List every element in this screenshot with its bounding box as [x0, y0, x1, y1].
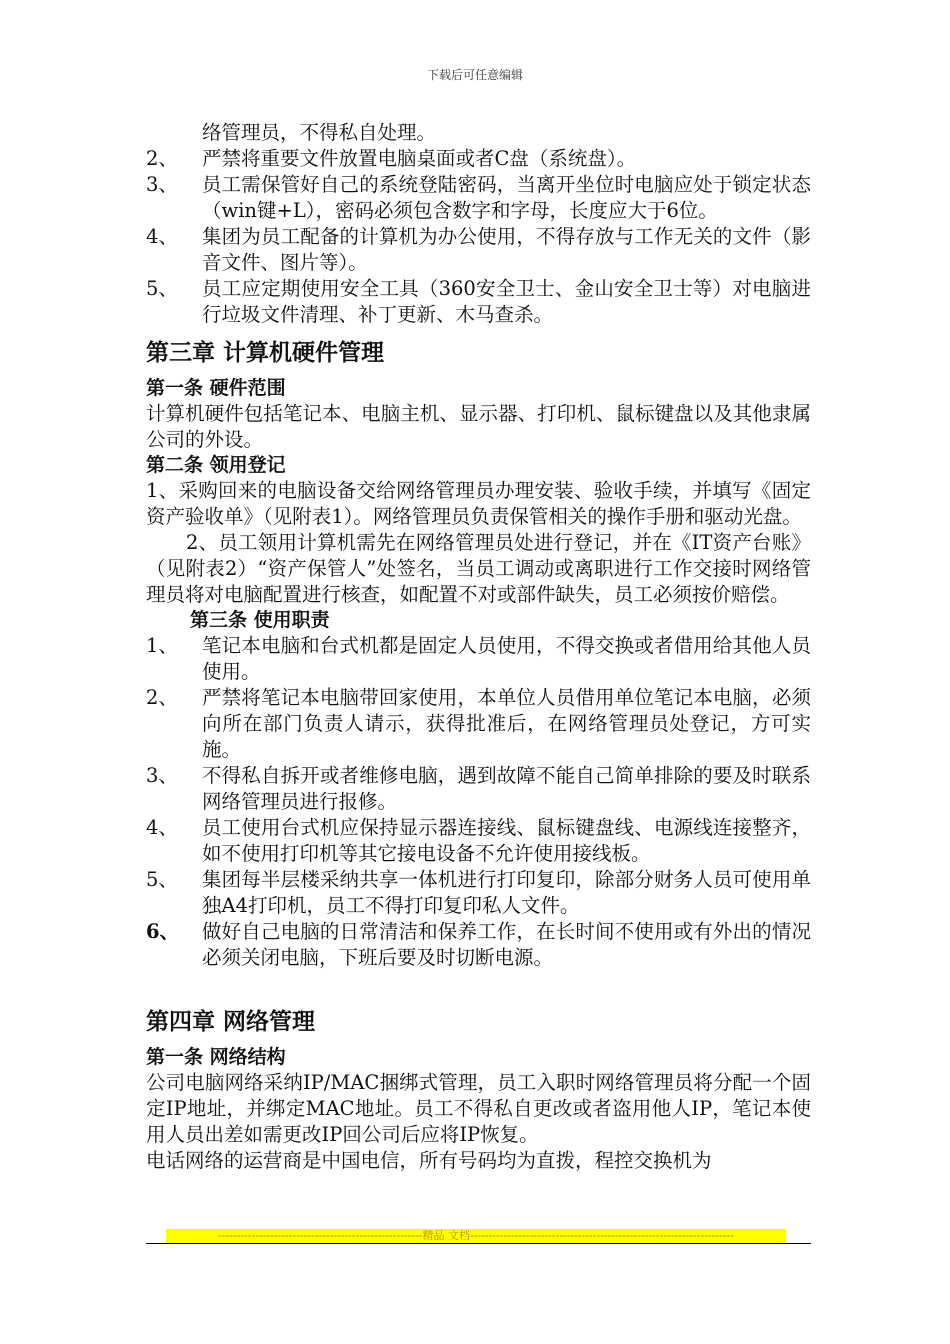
chapter-title: 第三章 计算机硬件管理 [146, 340, 385, 366]
list-item: 5、 员工应定期使用安全工具（360安全卫士、金山安全卫士等）对电脑进行垃圾文件清理、补丁更新、木马查杀。 [146, 277, 811, 326]
header-note: 下载后可任意编辑 [426, 68, 523, 82]
list-item: 6、 做好自己电脑的日常清洁和保养工作，在长时间不使用或有外出的情况必须关闭电脑，下班后要及时切断电源。 [146, 920, 811, 969]
document-body [146, 120, 811, 1174]
article-title: 第一条 硬件范围 [146, 377, 286, 399]
list-item: 2、 严禁将笔记本电脑带回家使用，本单位人员借用单位笔记本电脑，必须向所在部门负责人请示，获得批准后，在网络管理员处登记，方可实施。 [146, 686, 811, 761]
paragraph: 1、采购回来的电脑设备交给网络管理员办理安装、验收手续，并填写《固定资产验收单》（见附表1）。网络管理员负责保管相关的操作手册和驱动光盘。 [146, 479, 811, 528]
article-title: 第一条 网络结构 [146, 1046, 286, 1068]
spacer [146, 971, 811, 997]
list-item: 5、 集团每半层楼采纳共享一体机进行打印复印，除部分财务人员可使用单独A4打印机，员工不得打印复印私人文件。 [146, 868, 811, 917]
article-title: 第三条 使用职责 [190, 609, 330, 631]
list-item: 4、 集团为员工配备的计算机为办公使用，不得存放与工作无关的文件（影音文件、图片等）。 [146, 225, 811, 274]
paragraph: 2、员工领用计算机需先在网络管理员处进行登记，并在《IT资产台账》（见附表2）“资产保管人”处签名，当员工调动或离职进行工作交接时网络管理员将对电脑配置进行核查，如配置不对或部件缺失，员工必须按价赔偿。 [146, 531, 811, 606]
continuation-text: 络管理员，不得私自处理。 [202, 121, 437, 144]
chapter-title: 第四章 网络管理 [146, 1009, 316, 1035]
paragraph: 公司电脑网络采纳IP/MAC捆绑式管理，员工入职时网络管理员将分配一个固定IP地址，并绑定MAC地址。员工不得私自更改或者盗用他人IP，笔记本使用人员出差如需更改IP回公司后应将IP恢复。 [146, 1071, 811, 1146]
list-item: 3、 员工需保管好自己的系统登陆密码，当离开坐位时电脑应处于锁定状态（win键+L），密码必须包含数字和字母，长度应大于6位。 [146, 173, 811, 222]
paragraph: 电话网络的运营商是中国电信，所有号码均为直拨，程控交换机为 [146, 1149, 712, 1172]
list-item: 3、 不得私自拆开或者维修电脑，遇到故障不能自己简单排除的要及时联系网络管理员进行报修。 [146, 764, 811, 813]
list-item: 4、 员工使用台式机应保持显示器连接线、鼠标键盘线、电源线连接整齐，如不使用打印机等其它接电设备不允许使用接线板。 [146, 816, 811, 865]
paragraph: 计算机硬件包括笔记本、电脑主机、显示器、打印机、鼠标键盘以及其他隶属公司的外设。 [146, 402, 811, 451]
footer-banner: -------------------------------------------------------精品 文档----------------------------------------------------------------------- [166, 1229, 786, 1243]
list-item: 1、 笔记本电脑和台式机都是固定人员使用，不得交换或者借用给其他人员使用。 [146, 634, 811, 683]
footer-divider [146, 1243, 811, 1244]
list-item: 2、 严禁将重要文件放置电脑桌面或者C盘（系统盘）。 [146, 147, 637, 170]
article-title: 第二条 领用登记 [146, 454, 286, 476]
